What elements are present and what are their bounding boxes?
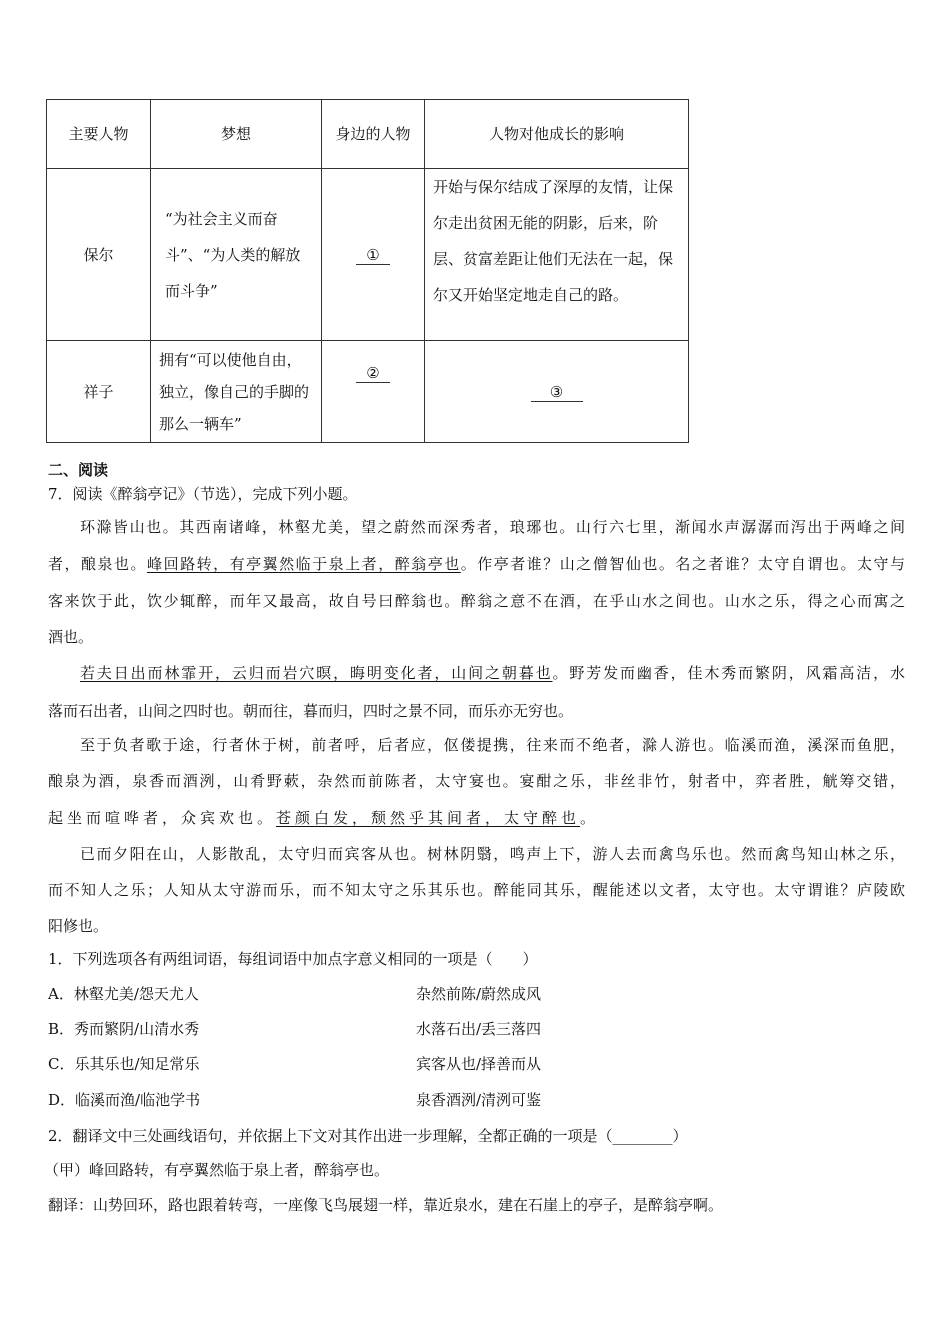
passage-line: 酒也。 bbox=[48, 628, 94, 646]
passage-line: 客来饮于此，饮少辄醉，而年又最高，故自号曰醉翁也。醉翁之意不在酒，在乎山水之间也。山水之乐，得之心而寓之 bbox=[48, 592, 905, 610]
character-table bbox=[46, 99, 689, 443]
option-text: B．秀而繁阴/山清水秀 bbox=[48, 1020, 200, 1038]
cell-impact: 开始与保尔结成了深厚的友情，让保尔走出贫困无能的阴影，后来，阶层、贫富差距让他们无法在一起，保尔又开始坚定地走自己的路。 bbox=[425, 169, 689, 341]
option-text: 宾客从也/择善而从 bbox=[416, 1055, 542, 1073]
cell-dream: 拥有“可以使他自由，独立，像自己的手脚的那么一辆车” bbox=[151, 341, 322, 443]
passage-line: 酿泉为酒，泉香而酒洌，山肴野蔌，杂然而前陈者，太守宴也。宴酣之乐，非丝非竹，射者中，弈者胜，觥筹交错， bbox=[48, 772, 905, 790]
text: 。野芳发而幽香，佳木秀而繁阴，风霜高洁，水 bbox=[552, 664, 905, 682]
option-d[interactable] bbox=[48, 1089, 905, 1111]
question-2-stem: 2．翻译文中三处画线语句，并依据上下文对其作出进一步理解，全都正确的一项是（________） bbox=[48, 1127, 688, 1145]
cell-name: 保尔 bbox=[47, 169, 151, 341]
option-b[interactable] bbox=[48, 1018, 905, 1040]
option-text: 水落石出/丢三落四 bbox=[416, 1020, 542, 1038]
option-a[interactable] bbox=[48, 983, 905, 1005]
translation-text: 翻译：山势回环，路也跟着转弯，一座像飞鸟展翅一样，靠近泉水，建在石崖上的亭子，是醉翁亭啊。 bbox=[48, 1196, 724, 1214]
passage-line: 阳修也。 bbox=[48, 917, 109, 935]
option-text: D．临溪而渔/临池学书 bbox=[48, 1091, 201, 1109]
passage-line: 环滁皆山也。其西南诸峰，林壑尤美，望之蔚然而深秀者，琅琊也。山行六七里，渐闻水声潺潺而泻出于两峰之间 bbox=[80, 518, 905, 536]
text: 。作亭者谁？山之僧智仙也。名之者谁？太守自谓也。太守与 bbox=[460, 555, 905, 573]
header-influence: 人物对他成长的影响 bbox=[425, 100, 689, 169]
passage-line: 已而夕阳在山，人影散乱，太守归而宾客从也。树林阴翳，鸣声上下，游人去而禽鸟乐也。然而禽鸟知山林之乐， bbox=[80, 845, 905, 863]
header-main-character: 主要人物 bbox=[47, 100, 151, 169]
option-text: A．林壑尤美/怨天尤人 bbox=[48, 985, 199, 1003]
passage-line: 而不知人之乐；人知从太守游而乐，而不知太守之乐其乐也。醉能同其乐，醒能述以文者，太守也。太守谓谁？庐陵欧 bbox=[48, 881, 905, 899]
cell-name: 祥子 bbox=[47, 341, 151, 443]
text: 起坐而喧哗者，众宾欢也。 bbox=[48, 809, 277, 827]
option-c[interactable] bbox=[48, 1053, 905, 1075]
question-1-stem: 1．下列选项各有两组词语，每组词语中加点字意义相同的一项是（ ） bbox=[48, 950, 538, 968]
header-people-around: 身边的人物 bbox=[322, 100, 425, 169]
option-text: 杂然前陈/蔚然成风 bbox=[416, 985, 542, 1003]
underlined-sentence-yi: 若夫日出而林霏开，云归而岩穴暝，晦明变化者，山间之朝暮也 bbox=[80, 664, 553, 682]
underlined-sentence-bing: 苍颜白发，颓然乎其间者，太守醉也 bbox=[276, 809, 581, 827]
question-7-title: 7．阅读《醉翁亭记》（节选），完成下列小题。 bbox=[48, 485, 358, 503]
option-text: C．乐其乐也/知足常乐 bbox=[48, 1055, 200, 1073]
underlined-sentence-jia: 峰回路转，有亭翼然临于泉上者，醉翁亭也 bbox=[147, 555, 461, 573]
text: 。 bbox=[580, 809, 600, 827]
text: 者，酿泉也。 bbox=[48, 555, 148, 573]
passage-line bbox=[80, 662, 905, 684]
passage-line bbox=[48, 807, 905, 829]
passage-line bbox=[48, 553, 905, 575]
header-dream: 梦想 bbox=[151, 100, 322, 169]
sentence-jia: （甲）峰回路转，有亭翼然临于泉上者，醉翁亭也。 bbox=[44, 1161, 390, 1179]
section-title: 二、阅读 bbox=[48, 461, 109, 479]
option-text: 泉香酒洌/清洌可鉴 bbox=[416, 1091, 542, 1109]
passage-line: 落而石出者，山间之四时也。朝而往，暮而归，四时之景不同，而乐亦无穷也。 bbox=[48, 702, 574, 720]
answer-blank-1[interactable]: ① bbox=[356, 246, 390, 265]
answer-blank-2[interactable]: ② bbox=[356, 364, 390, 383]
passage-line: 至于负者歌于途，行者休于树，前者呼，后者应，伛偻提携，往来而不绝者，滁人游也。临溪而渔，溪深而鱼肥， bbox=[80, 736, 905, 754]
answer-blank-3[interactable]: ③ bbox=[531, 383, 583, 402]
cell-dream: “为社会主义而奋斗”、“为人类的解放而斗争” bbox=[151, 169, 322, 341]
